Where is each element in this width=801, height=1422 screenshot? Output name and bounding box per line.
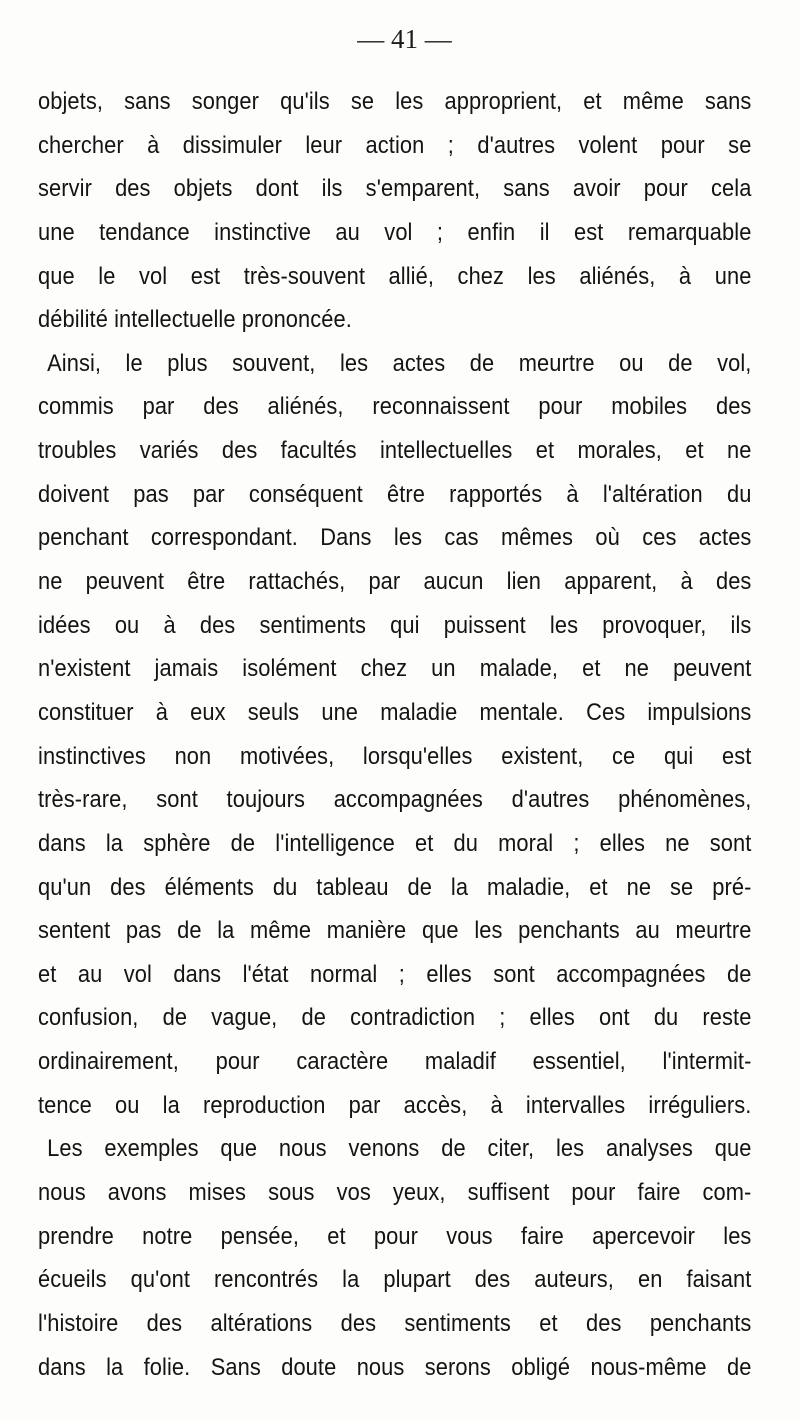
text-line: troubles variés des facultés intellectuelles et morales, et ne [38,437,752,465]
text-line: objets, sans songer qu'ils se les approprient, et même sans [38,88,752,115]
text-line: commis par des aliénés, reconnaissent pour mobiles des [38,393,752,421]
text-line: sentent pas de la même manière que les penchants au meurtre [38,917,752,945]
text-line: n'existent jamais isolément chez un malade, et ne peuvent [38,655,752,683]
text-line: dans la sphère de l'intelligence et du moral ; elles ne sont [38,829,752,857]
text-line: penchant correspondant. Dans les cas mêmes où ces actes [38,524,752,552]
text-line: et au vol dans l'état normal ; elles sont accompagnées de [38,960,752,988]
text-line: nous avons mises sous vos yeux, suffisent pour faire com- [38,1179,752,1207]
text-line: qu'un des éléments du tableau de la maladie, et ne se pré- [38,873,752,901]
text-line: ne peuvent être rattachés, par aucun lien apparent, à des [38,568,752,596]
text-line: tence ou la reproduction par accès, à intervalles irréguliers. [38,1091,752,1119]
text-line: une tendance instinctive au vol ; enfin il est remarquable [38,218,752,246]
text-line: l'histoire des altérations des sentiments et des penchants [38,1309,752,1337]
text-line: confusion, de vague, de contradiction ; elles ont du reste [38,1004,752,1032]
text-line: débilité intellectuelle prononcée. [38,306,352,334]
text-line: que le vol est très-souvent allié, chez les aliénés, à une [38,262,752,290]
text-line: instinctives non motivées, lorsqu'elles existent, ce qui est [38,742,752,770]
text-line: servir des objets dont ils s'emparent, sans avoir pour cela [38,175,752,203]
text-line: très-rare, sont toujours accompagnées d'autres phénomènes, [38,786,752,814]
text-line: idées ou à des sentiments qui puissent les provoquer, ils [38,611,752,639]
text-line: dans la folie. Sans doute nous serons obligé nous-même de [38,1353,752,1381]
text-line: constituer à eux seuls une maladie mentale. Ces impulsions [38,698,752,726]
text-line: Les exemples que nous venons de citer, les analyses que [47,1135,752,1163]
text-line: chercher à dissimuler leur action ; d'autres volent pour se [38,131,752,159]
text-line: Ainsi, le plus souvent, les actes de meurtre ou de vol, [47,349,752,377]
text-line: ordinairement, pour caractère maladif essentiel, l'intermit- [38,1048,752,1076]
text-line: doivent pas par conséquent être rapportés à l'altération du [38,480,752,508]
text-line: écueils qu'ont rencontrés la plupart des auteurs, en faisant [38,1266,752,1294]
text-line: prendre notre pensée, et pour vous faire apercevoir les [38,1222,752,1250]
body-text [38,80,752,1389]
page-number: — 41 — [357,24,452,54]
